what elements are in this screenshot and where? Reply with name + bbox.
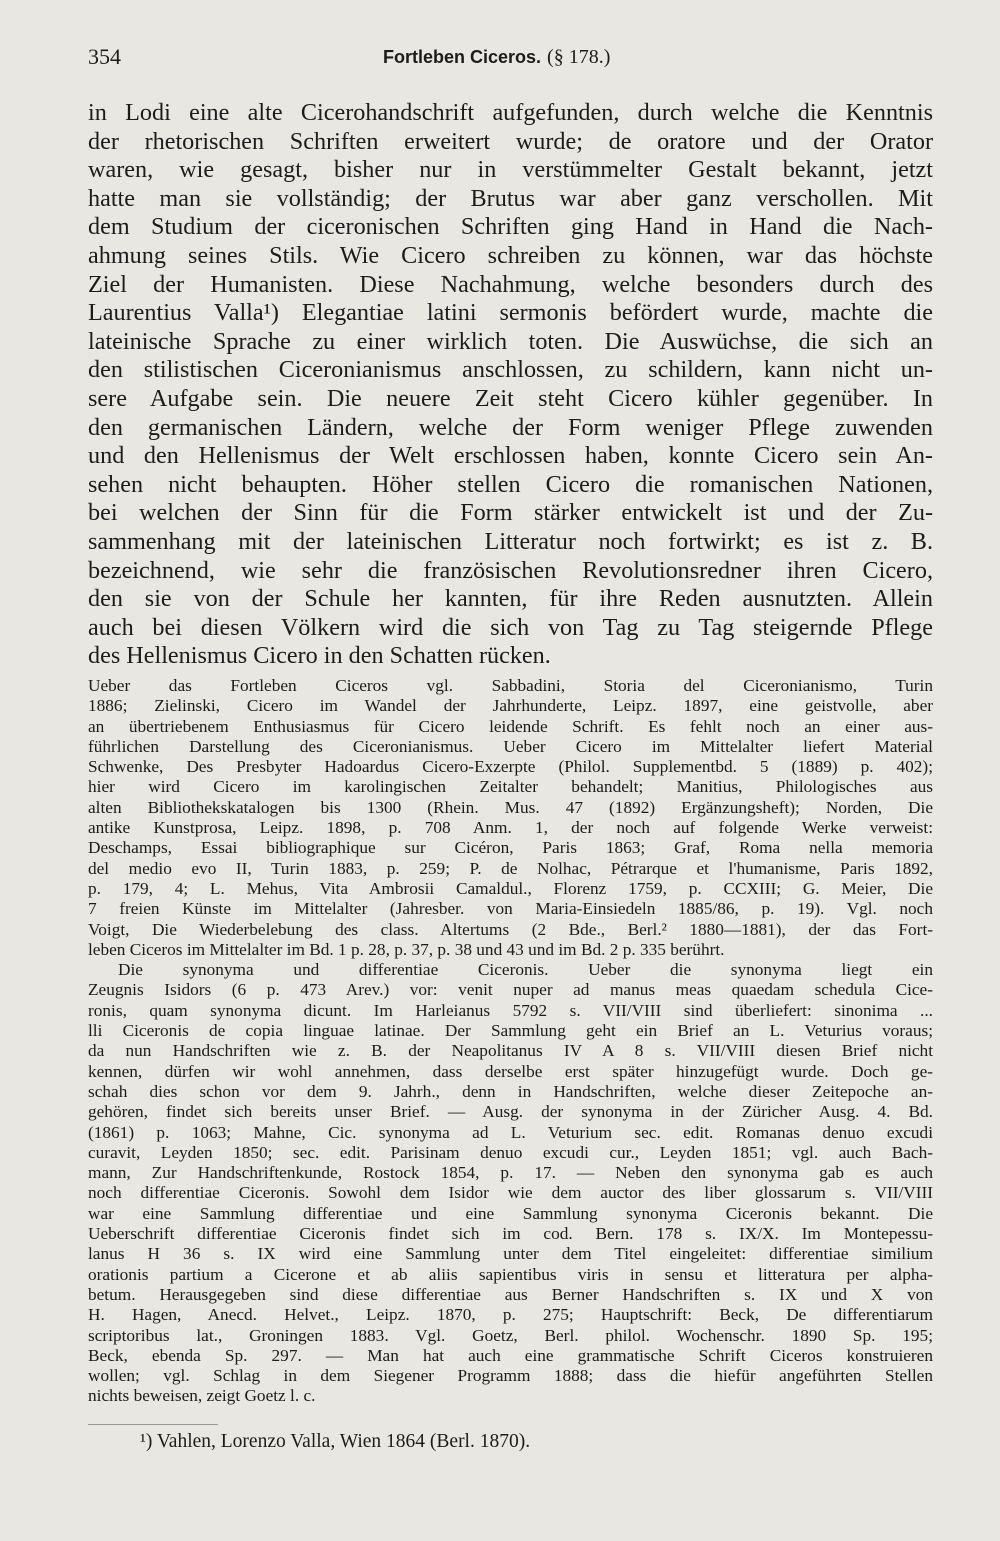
- text-line: den germanischen Ländern, welche der Form weniger Pflege zuwenden: [88, 413, 933, 441]
- note-line: ronis, quam synonyma dicunt. Im Harleianus 5792 s. VII/VIII sind überliefert: sinonima ...: [88, 1000, 933, 1020]
- note-line: Ueberschrift differentiae Ciceronis findet sich im cod. Bern. 178 s. IX/X. Im Montepessu-: [88, 1224, 933, 1244]
- footnote: ¹) Vahlen, Lorenzo Valla, Wien 1864 (Berl. 1870).: [140, 1431, 531, 1452]
- note-line: war eine Sammlung differentiae und eine Sammlung synonyma Ciceronis bekannt. Die: [88, 1203, 933, 1223]
- main-paragraph: [88, 99, 933, 671]
- note-line: Die synonyma und differentiae Ciceronis. Ueber die synonyma liegt ein: [118, 960, 933, 980]
- note-line: nichts beweisen, zeigt Goetz l. c.: [88, 1386, 316, 1406]
- section-number: (§ 178.): [547, 46, 611, 68]
- text-line: sehen nicht behaupten. Höher stellen Cicero die romanischen Nationen,: [88, 470, 933, 498]
- text-line: Laurentius Valla¹) Elegantiae latini sermonis befördert wurde, machte die: [88, 299, 933, 327]
- note-line: orationis partium a Cicerone et ab aliis sapientibus viris in sensu et litteratura per alpha-: [88, 1264, 933, 1284]
- text-line: des Hellenismus Cicero in den Schatten rücken.: [88, 642, 551, 670]
- note-line: curavit, Leyden 1850; sec. edit. Parisinam denuo excudi cur., Leyden 1851; vgl. auch Bach-: [88, 1142, 933, 1162]
- text-line: und den Hellenismus der Welt erschlossen haben, konnte Cicero sein An-: [88, 442, 933, 470]
- note-line: kennen, dürfen wir wohl annehmen, dass derselbe erst später hinzugefügt wurde. Doch ge-: [88, 1061, 933, 1081]
- note-line: alten Bibliothekskatalogen bis 1300 (Rhein. Mus. 47 (1892) Ergänzungsheft); Norden, Die: [88, 797, 933, 817]
- text-line: den sie von der Schule her kannten, für ihre Reden ausnutzten. Allein: [88, 585, 933, 613]
- text-line: sere Aufgabe sein. Die neuere Zeit steht Cicero kühler gegenüber. In: [88, 384, 933, 412]
- text-line: hatte man sie vollständig; der Brutus war aber ganz verschollen. Mit: [88, 184, 933, 212]
- page-number: 354: [88, 44, 121, 69]
- note-line: gehören, findet sich bereits unser Brief. — Ausg. der synonyma in der Züricher Ausg. 4. Bd.: [88, 1102, 933, 1122]
- note-line: H. Hagen, Anecd. Helvet., Leipz. 1870, p. 275; Hauptschrift: Beck, De differentiarum: [88, 1305, 933, 1325]
- note-line: antike Kunstprosa, Leipz. 1898, p. 708 Anm. 1, der noch auf folgende Werke verweist:: [88, 818, 933, 838]
- note-line: Voigt, Die Wiederbelebung des class. Altertums (2 Bde., Berl.² 1880—1881), der das Fort-: [88, 919, 933, 939]
- note-line: Zeugnis Isidors (6 p. 473 Arev.) vor: venit nuper ad manus meas quaedam schedula Cice-: [88, 980, 933, 1000]
- text-line: sammenhang mit der lateinischen Litteratur noch fortwirkt; es ist z. B.: [88, 527, 933, 555]
- note-line: da nun Handschriften wie z. B. der Neapolitanus IV A 8 s. VII/VIII diesen Brief nicht: [88, 1041, 933, 1061]
- note-line: scriptoribus lat., Groningen 1883. Vgl. Goetz, Berl. philol. Wochenschr. 1890 Sp. 195;: [88, 1325, 933, 1345]
- text-line: waren, wie gesagt, bisher nur in verstümmelter Gestalt bekannt, jetzt: [88, 156, 933, 184]
- note-line: 1886; Zielinski, Cicero im Wandel der Jahrhunderte, Leipz. 1897, eine geistvolle, aber: [88, 696, 933, 716]
- note-line: noch differentiae Ciceronis. Sowohl dem Isidor wie dem auctor des liber glossarum s. VII/VIII: [88, 1183, 933, 1203]
- text-line: bezeichnend, wie sehr die französischen Revolutionsredner ihren Cicero,: [88, 556, 933, 584]
- page-header: [88, 44, 933, 76]
- note-line: Ueber das Fortleben Ciceros vgl. Sabbadini, Storia del Ciceronianismo, Turin: [88, 676, 933, 695]
- running-title-text: Fortleben Ciceros.: [383, 47, 542, 67]
- notes-paragraph: [88, 676, 933, 1407]
- note-line: del medio evo II, Turin 1883, p. 259; P. de Nolhac, Pétrarque et l'humanisme, Paris 1892,: [88, 858, 933, 878]
- text-line: dem Studium der ciceronischen Schriften ging Hand in Hand die Nach-: [88, 213, 933, 241]
- note-line: 7 freien Künste im Mittelalter (Jahresber. von Maria-Einsiedeln 1885/86, p. 19). Vgl. noch: [88, 899, 933, 919]
- note-line: an übertriebenem Enthusiasmus für Cicero leidende Schrift. Es fehlt noch an einer aus-: [88, 716, 933, 736]
- text-line: in Lodi eine alte Cicerohandschrift aufgefunden, durch welche die Kenntnis: [88, 99, 933, 126]
- text-line: auch bei diesen Völkern wird die sich von Tag zu Tag steigernde Pflege: [88, 613, 933, 641]
- running-title: [383, 46, 610, 69]
- note-line: leben Ciceros im Mittelalter im Bd. 1 p. 28, p. 37, p. 38 und 43 und im Bd. 2 p. 335 berührt.: [88, 939, 725, 959]
- text-line: den stilistischen Ciceronianismus anschlossen, zu schildern, kann nicht un-: [88, 356, 933, 384]
- note-line: Beck, ebenda Sp. 297. — Man hat auch eine grammatische Schrift Ciceros konstruieren: [88, 1345, 933, 1365]
- text-line: bei welchen der Sinn für die Form stärker entwickelt ist und der Zu-: [88, 499, 933, 527]
- note-line: Deschamps, Essai bibliographique sur Cicéron, Paris 1863; Graf, Roma nella memoria: [88, 838, 933, 858]
- footnote-divider: [88, 1424, 218, 1425]
- note-line: wollen; vgl. Schlag in dem Siegener Programm 1888; dass die hiefür angeführten Stellen: [88, 1366, 933, 1386]
- note-line: (1861) p. 1063; Mahne, Cic. synonyma ad L. Veturium sec. edit. Romanas denuo excudi: [88, 1122, 933, 1142]
- note-line: lanus H 36 s. IX wird eine Sammlung unter dem Titel eingeleitet: differentiae similium: [88, 1244, 933, 1264]
- text-line: Ziel der Humanisten. Diese Nachahmung, welche besonders durch des: [88, 270, 933, 298]
- text-line: ahmung seines Stils. Wie Cicero schreiben zu können, war das höchste: [88, 241, 933, 269]
- note-line: p. 179, 4; L. Mehus, Vita Ambrosii Camaldul., Florenz 1759, p. CCXIII; G. Meier, Die: [88, 878, 933, 898]
- text-line: der rhetorischen Schriften erweitert wurde; de oratore und der Orator: [88, 127, 933, 155]
- note-line: betum. Herausgegeben sind diese differentiae aus Berner Handschriften s. IX und X von: [88, 1284, 933, 1304]
- note-line: lli Ciceronis de copia linguae latinae. Der Sammlung geht ein Brief an L. Veturius voraus;: [88, 1021, 933, 1041]
- note-line: Schwenke, Des Presbyter Hadoardus Cicero-Exzerpte (Philol. Supplementbd. 5 (1889) p. 402);: [88, 757, 933, 777]
- note-line: führlichen Darstellung des Ciceronianismus. Ueber Cicero im Mittelalter liefert Material: [88, 736, 933, 756]
- note-line: hier wird Cicero im karolingischen Zeitalter behandelt; Manitius, Philologisches aus: [88, 777, 933, 797]
- note-line: mann, Zur Handschriftenkunde, Rostock 1854, p. 17. — Neben den synonyma gab es auch: [88, 1163, 933, 1183]
- note-line: schah dies schon vor dem 9. Jahrh., denn in Handschriften, welche dieser Zeitepoche an-: [88, 1081, 933, 1101]
- text-line: lateinische Sprache zu einer wirklich toten. Die Auswüchse, die sich an: [88, 327, 933, 355]
